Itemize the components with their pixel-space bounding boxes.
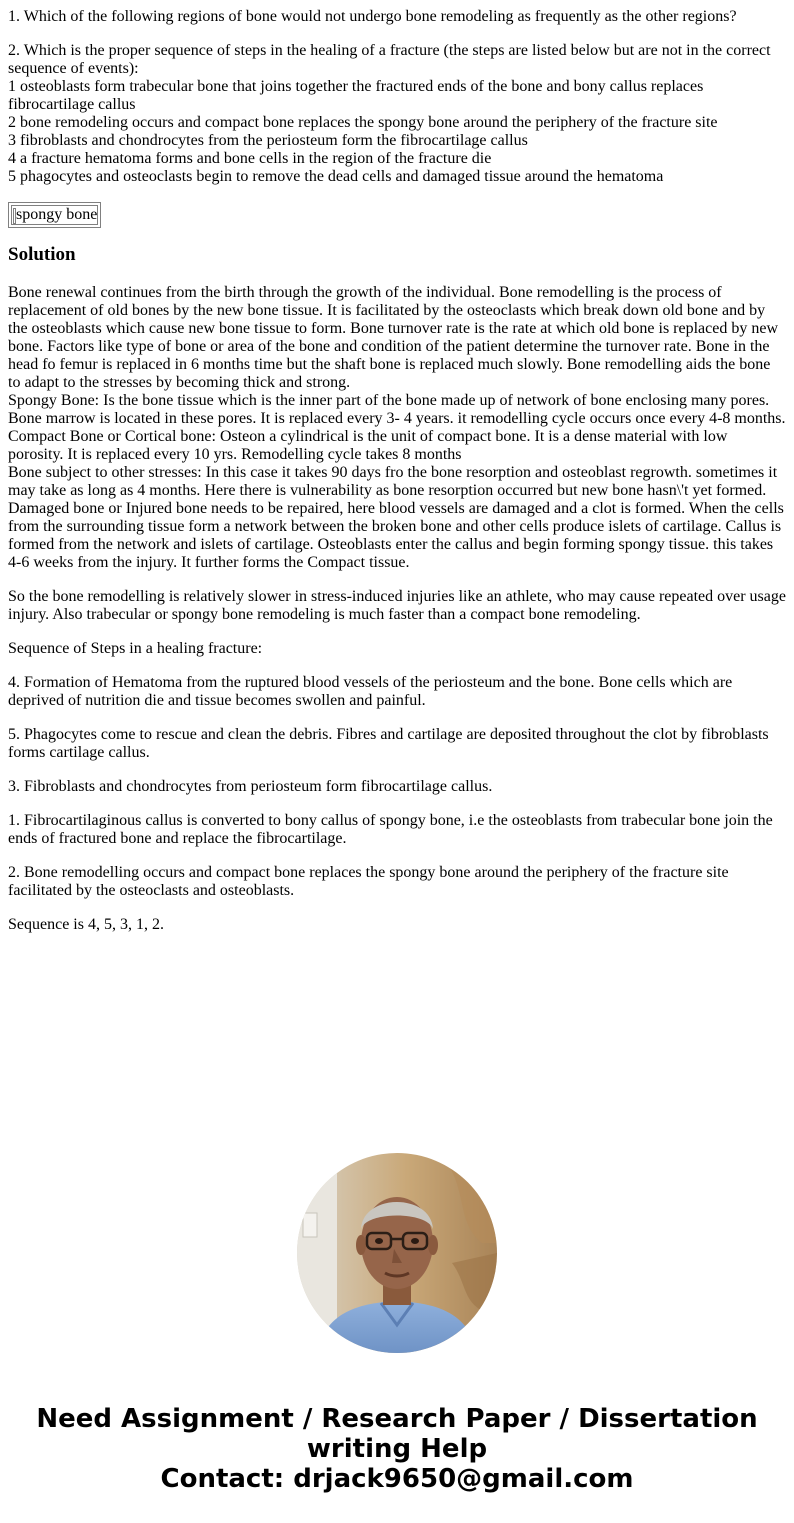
author-avatar [297, 1153, 497, 1353]
question-2 [8, 42, 786, 186]
question-2-intro: 2. Which is the proper sequence of steps in the healing of a fracture (the steps are listed below but are not in the correct sequence of events): [8, 42, 771, 77]
footer-banner [0, 1404, 794, 1494]
solution-text: Spongy Bone: Is the bone tissue which is the inner part of the bone made up of network of bone enclosing many pores. Bone marrow is located in these pores. It is replaced every 3- 4 years. it remodelling cycle occurs once every 4-8 months. [8, 392, 786, 427]
question-1: 1. Which of the following regions of bone would not undergo bone remodeling as frequently as the other regions? [8, 8, 737, 25]
answer-row [11, 205, 98, 225]
solution-step: 3. Fibroblasts and chondrocytes from periosteum form fibrocartilage callus. [8, 778, 493, 795]
question-2-step: 4 a fracture hematoma forms and bone cells in the region of the fracture die [8, 150, 492, 167]
footer-contact: Contact: drjack9650@gmail.com [160, 1464, 634, 1494]
author-portrait-image [297, 1153, 497, 1353]
solution-text: Compact Bone or Cortical bone: Osteon a cylindrical is the unit of compact bone. It is a dense material with low porosity. It is replaced every 10 yrs. Remodelling cycle takes 8 months [8, 428, 728, 463]
solution-heading: Solution [8, 244, 76, 265]
solution-paragraph-2: So the bone remodelling is relatively slower in stress-induced injuries like an athlete, who may cause repeated over usage injury. Also trabecular or spongy bone remodeling is much faster than a compact bone remodeling. [8, 588, 786, 623]
document-content [8, 0, 786, 950]
solution-conclusion: Sequence is 4, 5, 3, 1, 2. [8, 916, 164, 933]
question-2-step: 2 bone remodeling occurs and compact bone replaces the spongy bone around the periphery of the fracture site [8, 114, 718, 131]
solution-step: 4. Formation of Hematoma from the ruptured blood vessels of the periosteum and the bone. Bone cells which are deprived of nutrition die and tissue becomes swollen and painful. [8, 674, 733, 709]
solution-step: 1. Fibrocartilaginous callus is converted to bony callus of spongy bone, i.e the osteoblasts from trabecular bone join the ends of fractured bone and replace the fibrocartilage. [8, 812, 773, 847]
empty-cell [13, 208, 16, 224]
solution-text: Bone renewal continues from the birth through the growth of the individual. Bone remodelling is the process of replacement of old bones by the new bone tissue. It is facilitated by the osteoclasts which break down old bone and by the osteoblasts which cause new bone tissue to form. Bone turnover rate is the rate at which old bone is replaced by new bone. Factors like type of bone or area of the bone and condition of the patient determine the turnover rate. Bone in the head fo femur is replaced in 6 months time but the shaft bone is replaced much slowly. Bone remodelling aids the bone to adapt to the stresses by becoming thick and strong. [8, 284, 778, 391]
answer-cell [11, 205, 98, 225]
solution-sequence-intro: Sequence of Steps in a healing fracture: [8, 640, 263, 657]
solution-paragraph-1 [8, 284, 786, 572]
solution-text: Damaged bone or Injured bone needs to be repaired, here blood vessels are damaged and a clot is formed. When the cells from the surrounding tissue form a network between the broken bone and other cells produce islets of cartilage. Callus is formed from the network and islets of cartilage. Osteoblasts enter the callus and begin forming spongy tissue. this takes 4-6 weeks from the injury. It further forms the Compact tissue. [8, 500, 784, 571]
question-2-step: 5 phagocytes and osteoclasts begin to remove the dead cells and damaged tissue around the hematoma [8, 168, 664, 185]
question-2-step: 1 osteoblasts form trabecular bone that joins together the fractured ends of the bone and bony callus replaces fibrocartilage callus [8, 78, 704, 113]
solution-text: Bone subject to other stresses: In this case it takes 90 days fro the bone resorption and osteoblast regrowth. sometimes it may take as long as 4 months. Here there is vulnerability as bone resorption occurred but new bone hasn\'t yet formed. [8, 464, 778, 499]
answer-text: spongy bone [16, 206, 98, 223]
solution-step: 2. Bone remodelling occurs and compact bone replaces the spongy bone around the periphery of the fracture site facilitated by the osteoclasts and osteoblasts. [8, 864, 729, 899]
answer-table [8, 202, 101, 228]
footer-line-2: writing Help [306, 1434, 488, 1464]
question-2-step: 3 fibroblasts and chondrocytes from the periosteum form the fibrocartilage callus [8, 132, 528, 149]
solution-step: 5. Phagocytes come to rescue and clean the debris. Fibres and cartilage are deposited throughout the clot by fibroblasts forms cartilage callus. [8, 726, 769, 761]
footer-line-1: Need Assignment / Research Paper / Dissertation [36, 1404, 758, 1434]
